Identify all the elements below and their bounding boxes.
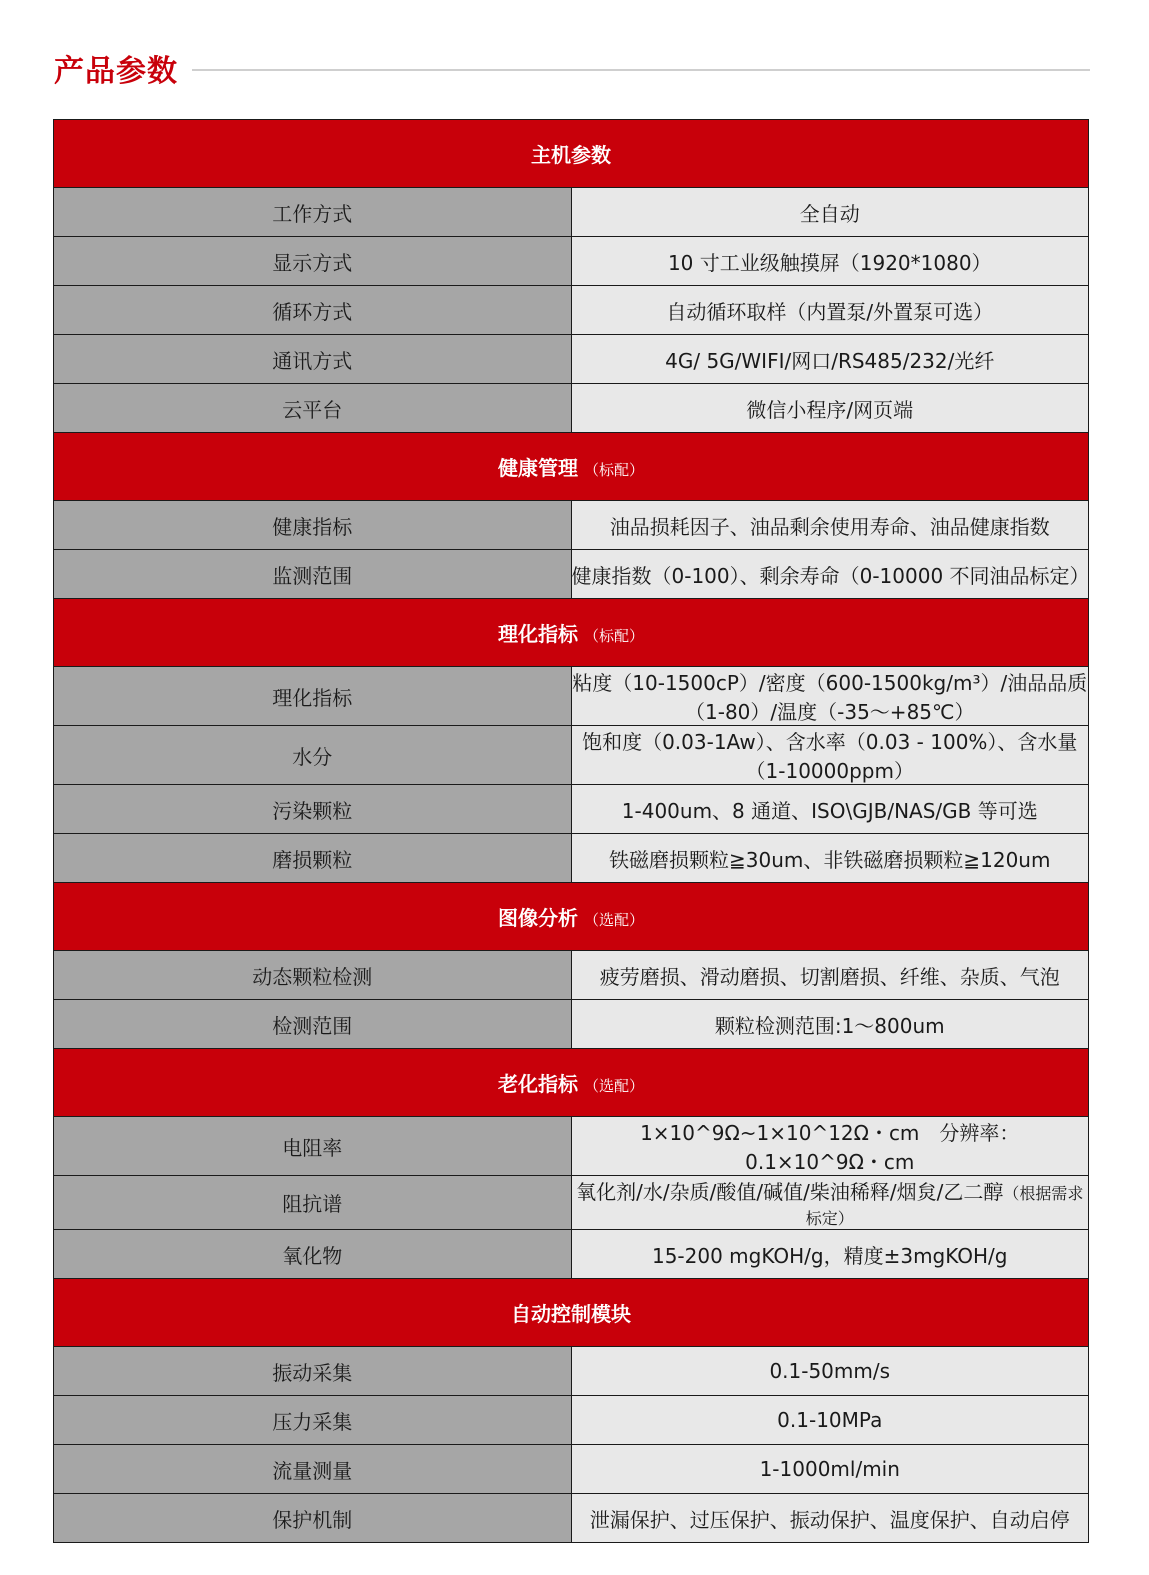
page-title: 产品参数 — [54, 54, 178, 89]
param-value: 疲劳磨损、滑动磨损、切割磨损、纤维、杂质、气泡 — [599, 964, 1060, 989]
param-value-cell — [571, 1347, 1089, 1396]
param-label: 检测范围 — [54, 1000, 572, 1049]
param-value-cell — [571, 237, 1089, 286]
section-header — [54, 120, 1089, 188]
param-value: 15-200 mgKOH/g，精度±3mgKOH/g — [651, 1243, 1008, 1268]
page-header — [54, 46, 1090, 90]
param-value-cell — [571, 951, 1089, 1000]
param-value-cell — [571, 1230, 1089, 1279]
param-value-cell — [571, 501, 1089, 550]
param-label: 磨损颗粒 — [54, 834, 572, 883]
param-label: 动态颗粒检测 — [54, 951, 572, 1000]
section-title: 自动控制模块 — [511, 1302, 631, 1326]
param-label: 理化指标 — [54, 667, 572, 726]
table-row — [54, 1117, 1089, 1176]
param-label: 振动采集 — [54, 1347, 572, 1396]
param-label: 循环方式 — [54, 286, 572, 335]
section-header-row — [54, 599, 1089, 667]
param-value: 泄漏保护、过压保护、振动保护、温度保护、自动启停 — [589, 1507, 1070, 1532]
table-row — [54, 726, 1089, 785]
param-label: 显示方式 — [54, 237, 572, 286]
section-note: （标配） — [583, 627, 644, 645]
param-value-cell — [571, 785, 1089, 834]
table-row — [54, 384, 1089, 433]
table-row — [54, 237, 1089, 286]
param-value: 1-400um、8 通道、ISO\GJB/NAS/GB 等可选 — [621, 798, 1038, 823]
param-value-cell — [571, 1396, 1089, 1445]
param-label: 健康指标 — [54, 501, 572, 550]
section-header — [54, 1279, 1089, 1347]
section-note: （选配） — [583, 911, 644, 929]
param-value: 4G/ 5G/WIFI/网口/RS485/232/光纤 — [665, 348, 995, 373]
section-header-row — [54, 1049, 1089, 1117]
section-note: （选配） — [583, 1077, 644, 1095]
section-header-row — [54, 433, 1089, 501]
table-row — [54, 834, 1089, 883]
table-row — [54, 1176, 1089, 1230]
table-row — [54, 951, 1089, 1000]
param-value-cell — [571, 384, 1089, 433]
section-header-row — [54, 883, 1089, 951]
param-label: 工作方式 — [54, 188, 572, 237]
param-value-cell — [571, 726, 1089, 785]
table-row — [54, 188, 1089, 237]
table-row — [54, 785, 1089, 834]
param-value: 油品损耗因子、油品剩余使用寿命、油品健康指数 — [609, 514, 1050, 539]
param-value: 1×10^9Ω~1×10^12Ω・cm 分辨率：0.1×10^9Ω・cm — [640, 1121, 1020, 1174]
section-header — [54, 1049, 1089, 1117]
table-row — [54, 501, 1089, 550]
table-row — [54, 335, 1089, 384]
param-value-cell — [571, 667, 1089, 726]
param-value: 10 寸工业级触摸屏（1920*1080） — [667, 250, 992, 275]
param-label: 污染颗粒 — [54, 785, 572, 834]
param-value: 铁磁磨损颗粒≧30um、非铁磁磨损颗粒≧120um — [609, 847, 1051, 872]
spec-table-body — [54, 120, 1089, 1543]
param-value: 自动循环取样（内置泵/外置泵可选） — [666, 299, 994, 324]
param-label: 压力采集 — [54, 1396, 572, 1445]
table-row — [54, 286, 1089, 335]
param-label: 通讯方式 — [54, 335, 572, 384]
param-value: 颗粒检测范围:1～800um — [714, 1013, 945, 1038]
section-header-row — [54, 1279, 1089, 1347]
param-value: 饱和度（0.03-1Aw）、含水率（0.03 - 100%）、含水量（1-10000ppm） — [582, 730, 1078, 783]
table-row — [54, 1230, 1089, 1279]
table-row — [54, 1445, 1089, 1494]
section-header — [54, 883, 1089, 951]
section-title: 理化指标 — [497, 622, 578, 646]
section-header — [54, 599, 1089, 667]
param-value-cell — [571, 335, 1089, 384]
section-title: 主机参数 — [531, 143, 611, 167]
table-row — [54, 550, 1089, 599]
param-value: 氧化剂/水/杂质/酸值/碱值/柴油稀释/烟炱/乙二醇 — [576, 1180, 1004, 1204]
title-divider — [192, 69, 1090, 71]
param-value: 0.1-10MPa — [777, 1408, 883, 1432]
table-row — [54, 1347, 1089, 1396]
param-value: 健康指数（0-100）、剩余寿命（0-10000 不同油品标定） — [571, 563, 1090, 588]
param-value-cell — [571, 550, 1089, 599]
param-value: 0.1-50mm/s — [769, 1359, 891, 1383]
spec-table — [53, 119, 1089, 1543]
param-value-cell — [571, 1445, 1089, 1494]
param-label: 保护机制 — [54, 1494, 572, 1543]
param-label: 流量测量 — [54, 1445, 572, 1494]
param-label: 水分 — [54, 726, 572, 785]
param-label: 监测范围 — [54, 550, 572, 599]
section-title: 健康管理 — [497, 456, 578, 480]
param-value-cell — [571, 1000, 1089, 1049]
param-label: 氧化物 — [54, 1230, 572, 1279]
param-value-cell — [571, 834, 1089, 883]
param-value: 1-1000ml/min — [759, 1457, 900, 1481]
param-value: 全自动 — [799, 201, 860, 226]
table-row — [54, 1494, 1089, 1543]
param-value-cell — [571, 1117, 1089, 1176]
section-title: 老化指标 — [497, 1072, 578, 1096]
param-label: 云平台 — [54, 384, 572, 433]
param-value-cell — [571, 286, 1089, 335]
param-value-cell — [571, 1494, 1089, 1543]
section-note: （标配） — [583, 461, 644, 479]
section-header-row — [54, 120, 1089, 188]
param-value-cell — [571, 188, 1089, 237]
param-value-note: （根据需求标定） — [805, 1184, 1084, 1228]
param-value: 微信小程序/网页端 — [746, 397, 914, 422]
table-row — [54, 1000, 1089, 1049]
section-title: 图像分析 — [497, 906, 578, 930]
section-header — [54, 433, 1089, 501]
param-value-cell — [571, 1176, 1089, 1230]
param-label: 阻抗谱 — [54, 1176, 572, 1230]
param-value: 粘度（10-1500cP）/密度（600-1500kg/m³）/油品品质（1-80）/温度（-35～+85℃） — [572, 671, 1088, 724]
table-row — [54, 1396, 1089, 1445]
table-row — [54, 667, 1089, 726]
param-label: 电阻率 — [54, 1117, 572, 1176]
